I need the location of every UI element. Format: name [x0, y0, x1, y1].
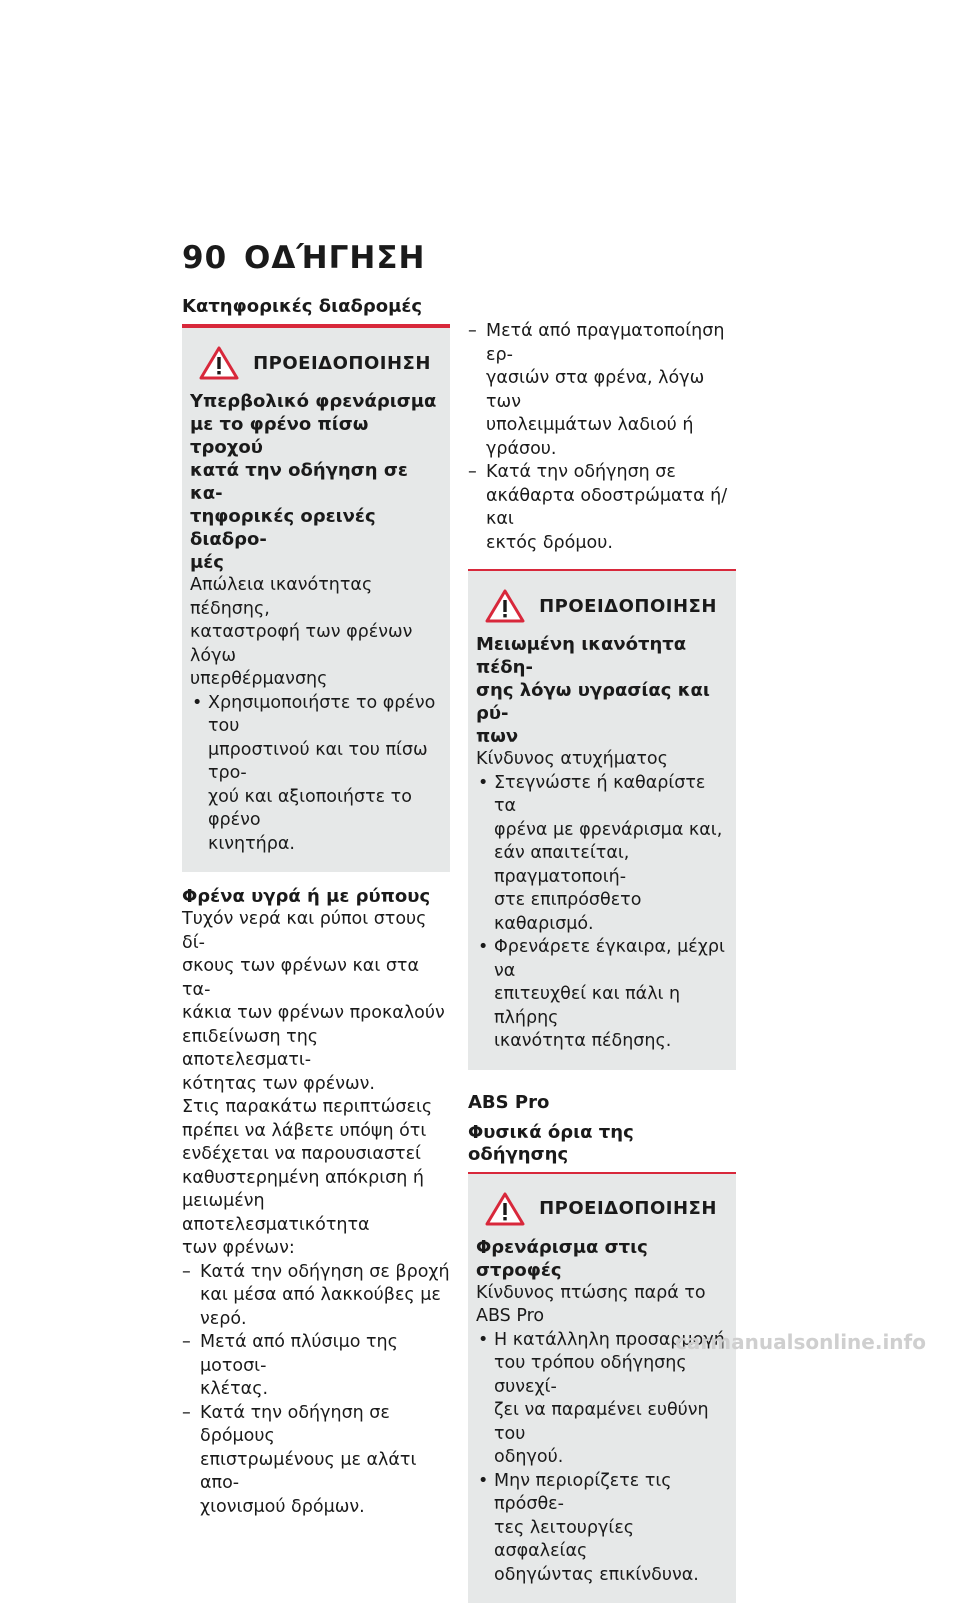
bullet-line: Χρησιμοποιήστε το φρένο του	[208, 692, 436, 736]
warning-title-line: πων	[476, 726, 519, 747]
bullet-line: ικανότητα πέδησης.	[494, 1031, 672, 1051]
bullet-item	[476, 936, 726, 1054]
left-column	[182, 296, 450, 1519]
bullet-line: χού και αξιοποιήστε το φρένο	[208, 786, 412, 830]
bullet-line: εάν απαιτείται, πραγματοποιή-	[494, 843, 630, 887]
warning-title-line: σης λόγω υγρασίας και ρύ-	[476, 680, 710, 724]
paragraph-line: καθυστερημένη απόκριση ή	[182, 1167, 424, 1188]
dash-line: Κατά την οδήγηση σε δρόμους	[200, 1402, 390, 1446]
paragraph-line: ενδέχεται να παρουσιαστεί	[182, 1144, 421, 1164]
warning-triangle-icon	[485, 1192, 525, 1226]
dash-line: Μετά από πραγματοποίηση ερ-	[486, 321, 725, 365]
bullet-line: οδηγώντας επικίνδυνα.	[494, 1564, 699, 1585]
warning-bullets	[190, 692, 440, 857]
dash-line: ακάθαρτα οδοστρώματα ή/και	[486, 485, 728, 529]
warning-title-line: Φρενάρισμα στις στροφές	[476, 1236, 648, 1281]
dash-line: επιστρωμένους με αλάτι απο-	[200, 1449, 417, 1493]
warning-title-line: μές	[190, 552, 224, 573]
paragraph-line: πρέπει να λάβετε υπόψη ότι	[182, 1120, 427, 1141]
bullet-line: κινητήρα.	[208, 833, 295, 854]
dash-line: και μέσα από λακκούβες με	[200, 1285, 441, 1305]
paragraph-line: Τυχόν νερά και ρύποι στους δί-	[182, 909, 427, 953]
dash-item	[468, 461, 736, 555]
dash-item	[468, 320, 736, 461]
paragraph-line: επιδείνωση της αποτελεσματι-	[182, 1026, 319, 1070]
dash-line: κλέτας.	[200, 1379, 269, 1399]
dash-list	[468, 320, 736, 555]
bullet-line: Η κατάλληλη προσαρμογή	[494, 1329, 725, 1350]
dash-line: Κατά την οδήγηση σε	[486, 462, 676, 482]
dash-line: εκτός δρόμου.	[486, 532, 613, 553]
dash-line: Μετά από πλύσιμο της μοτοσι-	[200, 1332, 398, 1376]
warning-text-line: ABS Pro	[476, 1306, 545, 1326]
warning-box-cornering	[468, 1174, 736, 1604]
subsection-title-wet-brakes: Φρένα υγρά ή με ρύπους	[182, 886, 431, 907]
warning-title	[190, 390, 440, 574]
warning-box-downhill	[182, 326, 450, 872]
bullet-item	[476, 1470, 726, 1588]
bullet-line: οδηγού.	[494, 1447, 564, 1467]
warning-text-line: Κίνδυνος ατυχήματος	[476, 749, 668, 769]
warning-triangle-icon	[485, 589, 525, 623]
warning-text-line: υπερθέρμανσης	[190, 669, 328, 689]
warning-text-line: καταστροφή των φρένων λόγω	[190, 622, 413, 666]
page-header	[182, 240, 425, 276]
dash-list	[182, 1261, 450, 1520]
warning-title-line: κατά την οδήγηση σε κα-	[190, 460, 408, 504]
warning-box-wet-brakes	[468, 569, 736, 1070]
dash-line: υπολειμμάτων λαδιού ή γράσου.	[486, 415, 694, 459]
right-column	[468, 320, 736, 1617]
bullet-line: Μην περιορίζετε τις πρόσθε-	[494, 1470, 672, 1514]
warning-text	[476, 1282, 726, 1329]
warning-title-line: με το φρένο πίσω τροχού	[190, 414, 369, 458]
warning-text	[476, 748, 726, 772]
paragraph-line: μειωμένη αποτελεσματικότητα	[182, 1191, 370, 1235]
warning-header	[476, 1192, 726, 1226]
dash-item	[182, 1331, 450, 1402]
warning-bullets	[476, 1329, 726, 1588]
bullet-line: μπροστινού και του πίσω τρο-	[208, 739, 428, 783]
bullet-item	[476, 772, 726, 937]
dash-line: νερό.	[200, 1308, 247, 1329]
subsection-title-physical-limits: Φυσικά όρια της οδήγησης	[468, 1122, 736, 1174]
dash-line: χιονισμού δρόμων.	[200, 1496, 365, 1517]
paragraph-line: κάκια των φρένων προκαλούν	[182, 1003, 445, 1023]
warning-title-line: τηφορικές ορεινές διαδρο-	[190, 506, 376, 550]
warning-label: ΠΡΟΕΙΔΟΠΟΙΗΣΗ	[539, 595, 717, 617]
warning-triangle-icon	[199, 346, 239, 380]
warning-header	[190, 346, 440, 380]
bullet-line: στε επιπρόσθετο καθαρισμό.	[494, 890, 642, 934]
warning-title	[476, 633, 726, 748]
warning-title-line: Μειωμένη ικανότητα πέδη-	[476, 634, 687, 678]
warning-label: ΠΡΟΕΙΔΟΠΟΙΗΣΗ	[253, 352, 431, 374]
paragraph	[182, 908, 450, 1096]
bullet-line: τες λειτουργίες ασφαλείας	[494, 1517, 635, 1561]
section-title-downhill: Κατηφορικές διαδρομές	[182, 296, 450, 326]
bullet-line: ζει να παραμένει ευθύνη του	[494, 1400, 709, 1444]
dash-item	[182, 1261, 450, 1332]
warning-text-line: Απώλεια ικανότητας πέδησης,	[190, 575, 373, 619]
warning-bullets	[476, 772, 726, 1054]
bullet-line: Στεγνώστε ή καθαρίστε τα	[494, 772, 706, 816]
dash-item	[182, 1402, 450, 1520]
chapter-title: ΟΔΉΓΗΣΗ	[244, 240, 426, 276]
paragraph	[182, 1096, 450, 1261]
warning-header	[476, 589, 726, 623]
bullet-line: του τρόπου οδήγησης συνεχί-	[494, 1353, 687, 1397]
page-number: 90	[182, 240, 228, 276]
dash-line: γασιών στα φρένα, λόγω των	[486, 368, 705, 412]
warning-title-line: Υπερβολικό φρενάρισμα	[190, 391, 437, 412]
bullet-line: φρένα με φρενάρισμα και,	[494, 819, 723, 840]
watermark: carmanualsonline.info	[675, 1330, 926, 1354]
paragraph-line: σκους των φρένων και στα τα-	[182, 956, 419, 1000]
paragraph-line: κότητας των φρένων.	[182, 1073, 375, 1094]
paragraph-line: Στις παρακάτω περιπτώσεις	[182, 1097, 433, 1117]
bullet-line: επιτευχθεί και πάλι η πλήρης	[494, 984, 681, 1028]
warning-text-line: Κίνδυνος πτώσης παρά το	[476, 1282, 706, 1303]
bullet-item	[190, 692, 440, 857]
warning-text	[190, 574, 440, 692]
bullet-line: Φρενάρετε έγκαιρα, μέχρι να	[494, 937, 725, 981]
paragraph-line: των φρένων:	[182, 1238, 295, 1258]
section-title-abs-pro: ABS Pro	[468, 1091, 550, 1113]
warning-title	[476, 1236, 726, 1282]
warning-label: ΠΡΟΕΙΔΟΠΟΙΗΣΗ	[539, 1198, 717, 1219]
dash-line: Κατά την οδήγηση σε βροχή	[200, 1261, 450, 1282]
